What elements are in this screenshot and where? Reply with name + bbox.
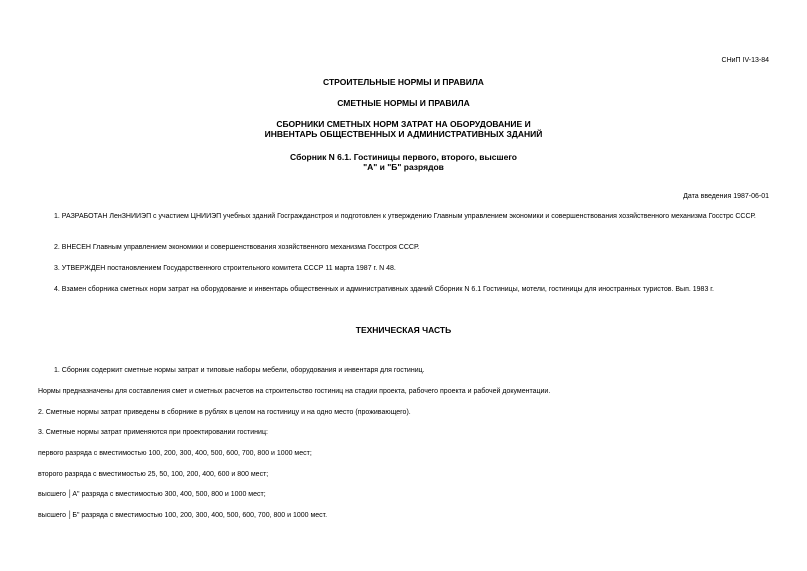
title-collections-line-1: СБОРНИКИ СМЕТНЫХ НОРМ ЗАТРАТ НА ОБОРУДОВАНИЕ И — [276, 119, 531, 129]
title-collections — [0, 119, 807, 139]
intro-paragraph-submitted: 2. ВНЕСЕН Главным управлением экономики и совершенствования хозяйственного механизма Госстроя СССР. — [54, 244, 420, 251]
title-collections-line-2: ИНВЕНТАРЬ ОБЩЕСТВЕННЫХ И АДМИНИСТРАТИВНЫХ ЗДАНИЙ — [264, 129, 543, 139]
title-collection-line-1: Сборник N 6.1. Гостиницы первого, второго, высшего — [290, 152, 517, 162]
section-paragraph-1: 1. Сборник содержит сметные нормы затрат и типовые наборы мебели, оборудования и инвентаря для гостиниц. — [54, 367, 425, 374]
section-paragraph-5: первого разряда с вместимостью 100, 200, 300, 400, 500, 600, 700, 800 и 1000 мест; — [38, 450, 312, 457]
section-paragraph-7: высшего │А" разряда с вместимостью 300, 400, 500, 800 и 1000 мест; — [38, 491, 266, 498]
title-collection-number — [0, 152, 807, 172]
intro-paragraph-replaces: 4. Взамен сборника сметных норм затрат на оборудование и инвентарь общественных и административных зданий Сборник N 6.1 Гостиницы, мотели, гостиницы для иностранных туристов. Вып. 1983 г. — [54, 286, 714, 293]
section-paragraph-8: высшего │Б" разряда с вместимостью 100, 200, 300, 400, 500, 600, 700, 800 и 1000 мест. — [38, 512, 328, 519]
title-building-norms: СТРОИТЕЛЬНЫЕ НОРМЫ И ПРАВИЛА — [323, 77, 484, 87]
section-title-technical-part: ТЕХНИЧЕСКАЯ ЧАСТЬ — [355, 325, 452, 335]
section-paragraph-6: второго разряда с вместимостью 25, 50, 100, 200, 400, 600 и 800 мест; — [38, 471, 269, 478]
section-paragraph-3: 2. Сметные нормы затрат приведены в сборнике в рублях в целом на гостиницу и на одно место (проживающего). — [38, 409, 411, 416]
section-paragraph-4: 3. Сметные нормы затрат применяются при проектировании гостиниц: — [38, 429, 268, 436]
title-collection-line-2: "А" и "Б" разрядов — [363, 162, 444, 172]
intro-paragraph-approved: 3. УТВЕРЖДЕН постановлением Государственного строительного комитета СССР 11 марта 1987 г. N 48. — [54, 265, 396, 272]
document-code: СНиП IV-13-84 — [721, 57, 769, 64]
section-paragraph-2: Нормы предназначены для составления смет и сметных расчетов на строительство гостиниц на стадии проекта, рабочего проекта и рабочей документации. — [38, 388, 551, 395]
title-estimate-norms: СМЕТНЫЕ НОРМЫ И ПРАВИЛА — [337, 98, 470, 108]
introduction-date: Дата введения 1987-06-01 — [683, 193, 769, 200]
intro-paragraph-developed: 1. РАЗРАБОТАН ЛенЗНИИЭП с участием ЦНИИЭП учебных зданий Госгражданстроя и подготовлен к утверждению Главным управлением экономики и совершенствования хозяйственного механизма Госстрс СССР. — [54, 213, 756, 220]
